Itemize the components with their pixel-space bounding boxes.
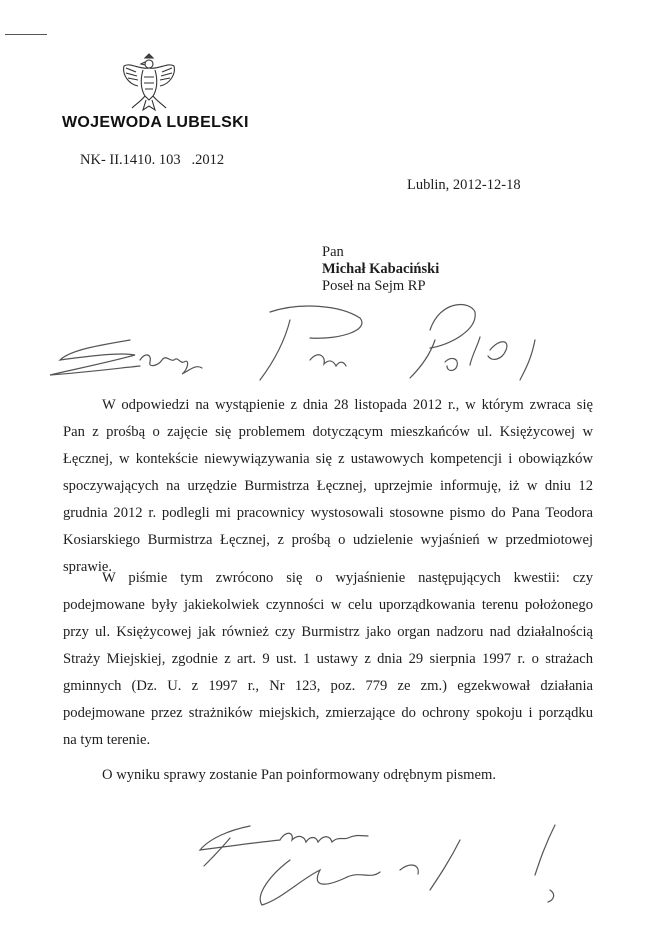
reference-number: NK- II.1410. 103 .2012 — [80, 152, 225, 168]
handwritten-greeting — [50, 305, 535, 380]
polish-eagle-emblem-icon — [118, 50, 180, 114]
text-line: przy ul. Księżycowej jak również czy Burmistrz jako organ nadzoru nad działalnością — [63, 624, 593, 640]
text-line: Straży Miejskiej, zgodnie z art. 9 ust. 1 ustawy z dnia 29 sierpnia 1997 r. o strażach — [63, 651, 593, 667]
text-line: podejmowane przez strażników miejskich, zmierzające do ochrony spokoju i porządku — [63, 705, 593, 721]
text-line: spoczywających na urzędzie Burmistrza Łęcznej, uprzejmie informuję, iż w dniu 12 — [63, 478, 593, 494]
text-line: na tym terenie. — [63, 732, 151, 748]
text-line: Kosiarskiego Burmistrza Łęcznej, z prośbą o udzielenie wyjaśnień w przedmiotowej — [63, 532, 593, 548]
text-line: sprawie. — [63, 559, 113, 575]
text-line: W odpowiedzi na wystąpienie z dnia 28 listopada 2012 r., w którym zwraca się — [102, 397, 593, 413]
recipient-name-text: Michał Kabaciński — [322, 261, 440, 277]
text-line: O wyniku sprawy zostanie Pan poinformowany odrębnym pismem. — [102, 767, 496, 783]
organization-name: WOJEWODA LUBELSKI — [62, 114, 249, 131]
text-line: podejmowane były jakiekolwiek czynności w celu uporządkowania terenu położonego — [63, 597, 593, 613]
paragraph-1 — [63, 392, 593, 581]
recipient-block — [322, 244, 439, 295]
place-date: Lublin, 2012-12-18 — [407, 177, 521, 193]
recipient-name — [322, 261, 439, 278]
recipient-title: Poseł na Sejm RP — [322, 278, 426, 294]
scan-mark — [5, 34, 47, 35]
paragraph-2 — [63, 565, 593, 754]
text-line: gminnych (Dz. U. z 1997 r., Nr 123, poz. 779 ze zm.) egzekwował działania — [63, 678, 593, 694]
handwritten-closing-signature — [200, 825, 555, 905]
text-line: grudnia 2012 r. podlegli mi pracownicy wystosowali stosowne pismo do Pana Teodora — [63, 505, 593, 521]
text-line: W piśmie tym zwrócono się o wyjaśnienie następujących kwestii: czy — [102, 570, 593, 586]
recipient-salutation: Pan — [322, 244, 344, 260]
text-line: Łęcznej, w kontekście niewywiązywania się z ustawowych kompetencji i obowiązków — [63, 451, 593, 467]
paragraph-3 — [63, 762, 593, 789]
text-line: Pan z prośbą o zajęcie się problemem dotyczącym mieszkańców ul. Księżycowej w — [63, 424, 593, 440]
